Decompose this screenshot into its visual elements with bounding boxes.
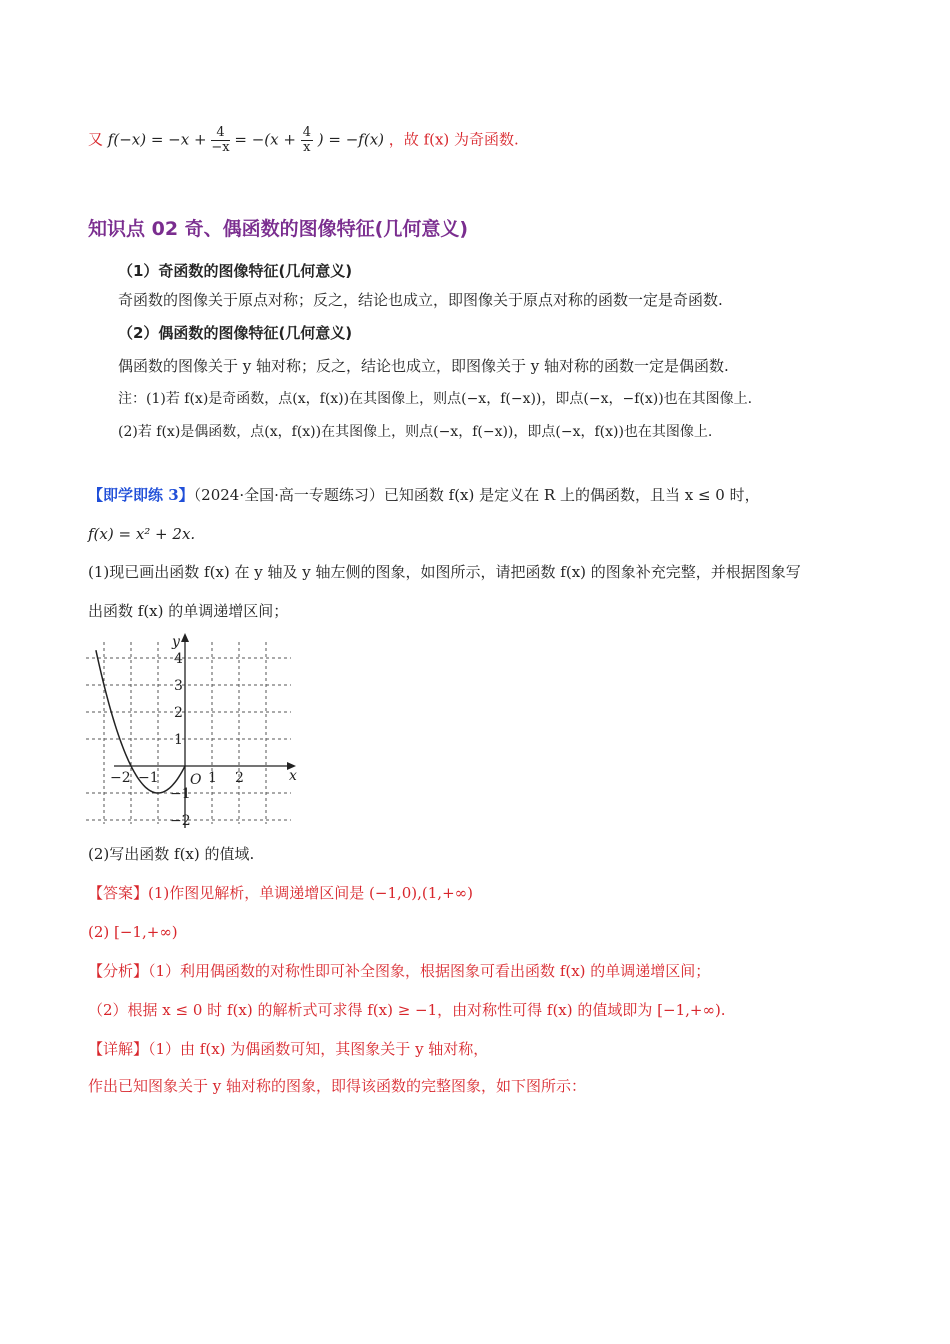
exercise-intro <box>88 485 760 505</box>
exercise-formula: f(x) = x² + 2x. <box>88 525 196 543</box>
prefix: 又 <box>88 130 104 149</box>
expr-part1: f(−x) = −x + <box>107 130 207 149</box>
origin-label: O <box>190 772 202 788</box>
y-tick-2: 2 <box>174 705 183 721</box>
y-axis-label: y <box>172 634 180 650</box>
conclusion: ，故 f(x) 为奇函数. <box>388 130 519 149</box>
fraction-2: $\frac{4}{x}$ <box>302 125 311 155</box>
y-tick-3: 3 <box>174 678 183 694</box>
x-tick-neg1: −1 <box>138 770 159 786</box>
y-tick-1: 1 <box>174 732 183 748</box>
note-1: 注：(1)若 f(x)是奇函数，点(x，f(x))在其图像上，则点(−x，f(−x))，即点(−x，−f(x))也在其图像上. <box>118 391 753 407</box>
item2-text: 偶函数的图像关于 y 轴对称；反之，结论也成立，即图像关于 y 轴对称的函数一定是偶函数. <box>118 357 729 375</box>
note-2: (2)若 f(x)是偶函数，点(x，f(x))在其图像上，则点(−x，f(−x))，即点(−x，f(x))也在其图像上. <box>118 424 713 440</box>
x-tick-neg2: −2 <box>110 770 131 786</box>
y-tick-neg2: −2 <box>170 813 191 829</box>
analysis-2: （2）根据 x ≤ 0 时 f(x) 的解析式可求得 f(x) ≥ −1，由对称性可得 f(x) 的值域即为 [−1,+∞). <box>88 1001 726 1019</box>
answer-1: 【答案】(1)作图见解析，单调递增区间是 (−1,0),(1,+∞) <box>88 884 473 902</box>
item1-title: （1）奇函数的图像特征(几何意义) <box>118 262 353 280</box>
analysis-1: 【分析】（1）利用偶函数的对称性即可补全图象，根据图象可看出函数 f(x) 的单调递增区间； <box>88 962 711 980</box>
x-axis-label: x <box>289 768 297 784</box>
answer-2: (2) [−1,+∞) <box>88 923 178 941</box>
question-1-line-1: (1)现已画出函数 f(x) 在 y 轴及 y 轴左侧的图象，如图所示，请把函数 f(x) 的图象补充完整，并根据图象写 <box>88 563 801 581</box>
proof-conclusion-line <box>88 126 519 155</box>
question-1-line-2: 出函数 f(x) 的单调递增区间； <box>88 602 289 620</box>
question-2: (2)写出函数 f(x) 的值域. <box>88 845 255 863</box>
section-heading: 知识点 02 奇、偶函数的图像特征(几何意义) <box>88 218 469 240</box>
item1-text: 奇函数的图像关于原点对称；反之，结论也成立，即图像关于原点对称的函数一定是奇函数. <box>118 291 723 309</box>
y-tick-neg1: −1 <box>170 786 191 802</box>
y-axis-arrow <box>181 633 189 642</box>
expr-part3: ) = −f(x) <box>317 130 385 149</box>
x-tick-2: 2 <box>235 770 244 786</box>
x-tick-1: 1 <box>208 770 217 786</box>
expr-part2: = −(x + <box>234 130 296 149</box>
detail-2: 作出已知图象关于 y 轴对称的图象，即得该函数的完整图象，如下图所示： <box>88 1077 587 1095</box>
y-tick-4: 4 <box>174 651 183 667</box>
item2-title: （2）偶函数的图像特征(几何意义) <box>118 324 353 342</box>
exercise-tag: 【即学即练 3】 <box>88 486 194 504</box>
fraction-1: $\frac{4}{-x}$ <box>211 125 230 155</box>
function-graph <box>86 632 301 832</box>
exercise-source: （2024·全国·高一专题练习）已知函数 f(x) 是定义在 R 上的偶函数，且当 x ≤ 0 时， <box>193 486 760 504</box>
detail-1: 【详解】（1）由 f(x) 为偶函数可知，其图象关于 y 轴对称， <box>88 1040 489 1058</box>
